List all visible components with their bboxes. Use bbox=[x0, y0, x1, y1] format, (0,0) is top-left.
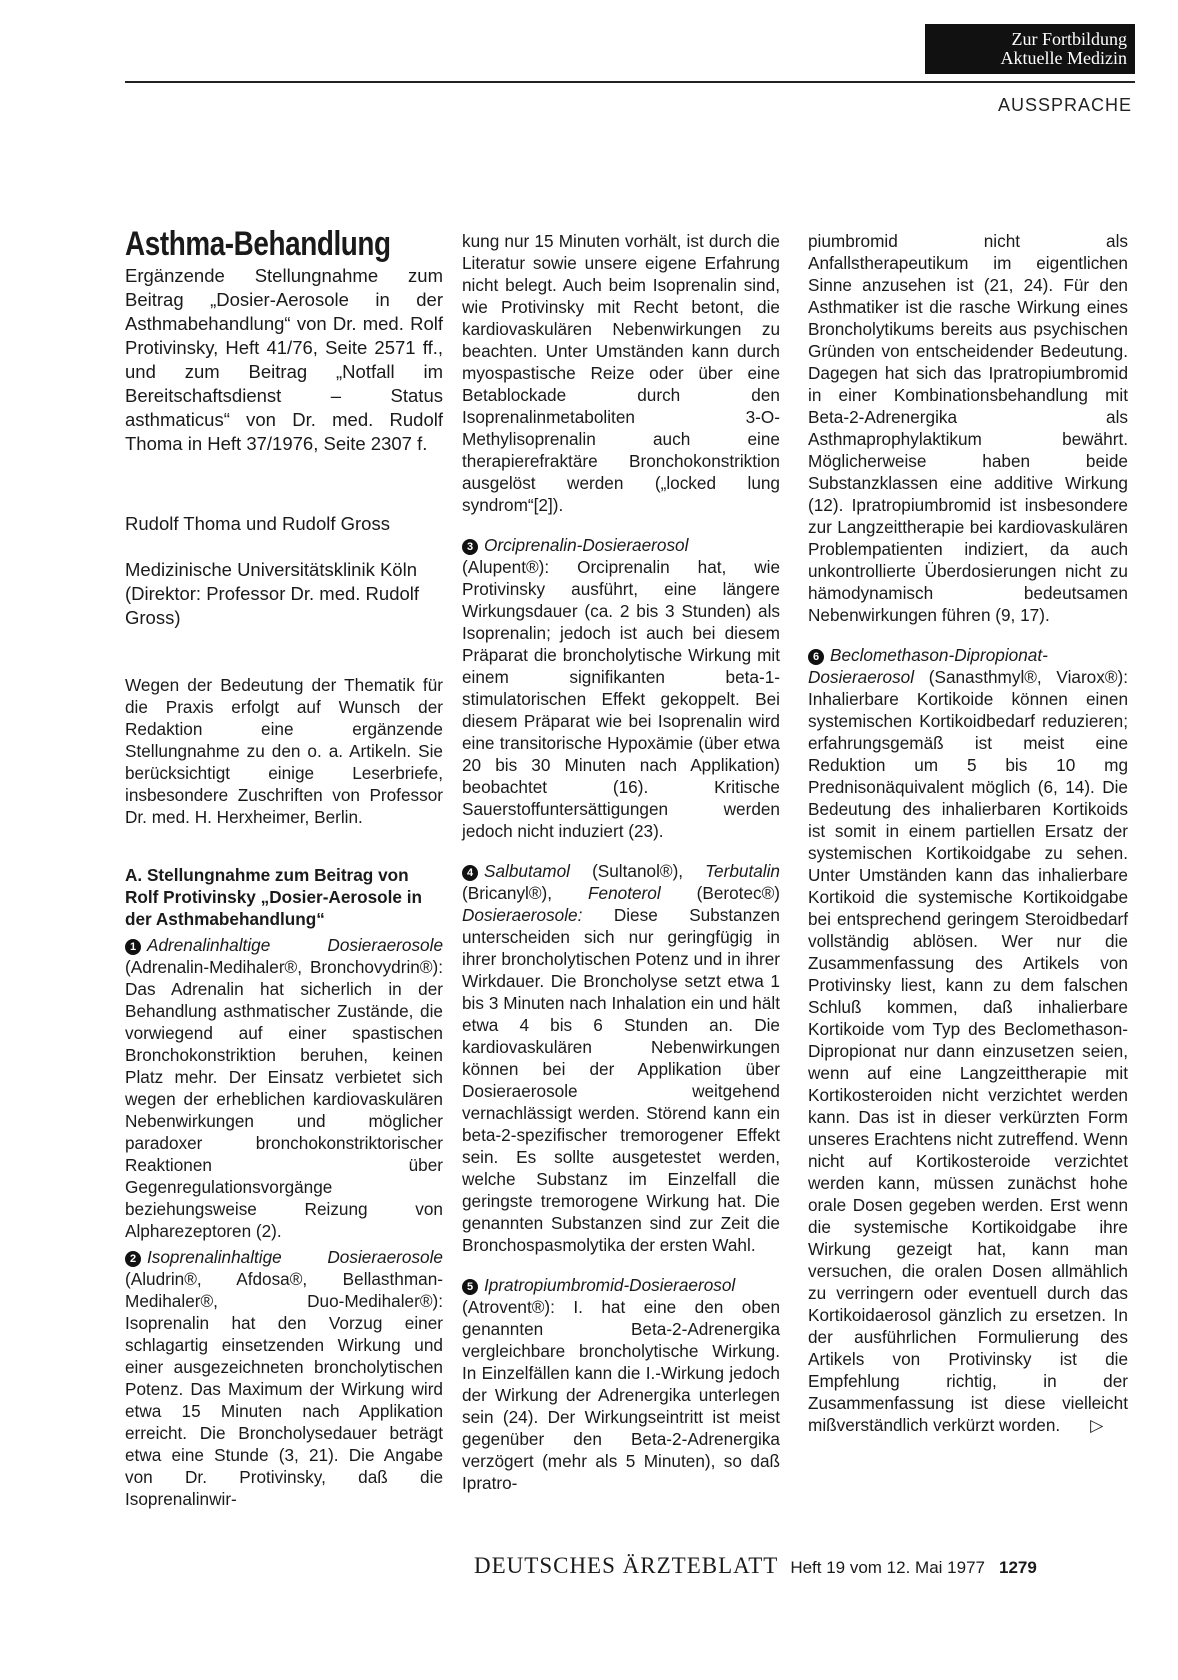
page-footer bbox=[474, 1553, 1037, 1579]
item-title-part: (Bricanyl®), bbox=[462, 883, 589, 903]
item-title-part: Terbutalin bbox=[705, 861, 780, 881]
item-number-badge: 4 bbox=[462, 865, 478, 881]
list-item bbox=[125, 1246, 443, 1510]
column-1 bbox=[125, 224, 443, 1510]
item-title: Orciprenalin-Dosieraerosol bbox=[484, 535, 689, 555]
item-text: (Alupent®): Orciprenalin hat, wie Protivinsky ausführt, eine längere Wirkungsdauer (ca. 2 bis 3 Stunden) als Isoprenalin; jedoch ist auch bei diesem Präparat die broncholytische Wirkung mit einem signifikanten beta-1-stimulatorischen Effekt gekoppelt. Bei diesem Präparat wie bei Isoprenalin wird eine transitorische Hypoxämie (über etwa 20 bis 30 Minuten nach Applikation) beobachtet (16). Kritische Sauerstoffuntersättigungen werden jedoch nicht induziert (23). bbox=[462, 557, 780, 841]
column-3 bbox=[808, 230, 1128, 1436]
list-item bbox=[462, 860, 780, 1256]
list-item bbox=[125, 934, 443, 1242]
item-number-badge: 2 bbox=[125, 1251, 141, 1267]
author-institution: Medizinische Universitätsklinik Köln (Direktor: Professor Dr. med. Rudolf Gross) bbox=[125, 559, 420, 628]
item-number-badge: 5 bbox=[462, 1279, 478, 1295]
article-title: Asthma-Behandlung bbox=[125, 225, 391, 263]
badge-line-2: Aktuelle Medizin bbox=[1000, 48, 1127, 68]
article-authors: Rudolf Thoma und Rudolf Gross bbox=[125, 513, 390, 534]
column-2 bbox=[462, 230, 780, 1494]
item-title-part: Fenoterol bbox=[588, 883, 661, 903]
header-rule bbox=[125, 81, 1135, 83]
item-title-part: (Berotec®) bbox=[660, 883, 781, 903]
item-title: Isoprenalinhaltige Dosieraerosole bbox=[147, 1247, 443, 1267]
page-number: 1279 bbox=[998, 1558, 1037, 1577]
article-subtitle: Ergänzende Stellungnahme zum Beitrag „Dosier-Aerosole in der Asthmabehandlung“ von Dr. med. Rolf Protivinsky, Heft 41/76, Seite 2571 ff., und zum Beitrag „Notfall im Bereitschaftsdienst – Status asthmaticus“ von Dr. med. Rudolf Thoma in Heft 37/1976, Seite 2307 f. bbox=[125, 265, 443, 454]
item-text: (Sanasthmyl®, Viarox®): Inhalierbare Kortikoide können einen systemischen Kortikoidbedarf reduzieren; erfahrungsgemäß ist meist eine Reduktion um 5 bis 10 mg Prednisonäquivalent möglich (6, 14). Die Bedeutung des inhalierbaren Kortikoids ist somit in einem partiellen Ersatz der systemischen Kortikoidgabe zu sehen. Unter Umständen kann das inhalierbare Kortikoid die systemische Kortikoidgabe bei entsprechend geringem Steroidbedarf vollständig ablösen. Wer nur die Zusammenfassung des Artikels von Protivinsky liest, kann zu dem falschen Schluß kommen, daß inhalierbare Kortikoide vom Typ des Beclomethason-Dipropionat nur dann einzusetzen seien, wenn auf eine Langzeittherapie mit Kortikosteroiden nicht verzichtet werden kann. Das ist in dieser verkürzten Form unseres Erachtens nicht zutreffend. Wenn nicht auf Kortikosteroide verzichtet werden kann, müssen zunächst hohe orale Dosen gegeben werden. Erst wenn die systemische Kortikoidgabe ihre Wirkung gezeigt hat, kann man versuchen, die oralen Dosen allmählich zu verringern oder eventuell durch das Kortikoidaerosol gänzlich zu ersetzen. In der ausführlichen Formulierung des Artikels von Protivinsky ist die Empfehlung richtig, in der Zusammenfassung ist diese vielleicht mißverständlich verkürzt worden. bbox=[808, 667, 1128, 1435]
journal-name: DEUTSCHES ÄRZTEBLATT bbox=[474, 1553, 779, 1578]
list-item bbox=[808, 644, 1128, 1436]
item-number-badge: 1 bbox=[125, 939, 141, 955]
item-number-badge: 6 bbox=[808, 649, 824, 665]
item-title-part: (Sultanol®), bbox=[570, 861, 706, 881]
item-title: Adrenalinhaltige Dosieraerosole bbox=[147, 935, 443, 955]
continue-arrow-icon: ▷ bbox=[1090, 1415, 1104, 1435]
section-a-heading: A. Stellungnahme zum Beitrag von Rolf Protivinsky „Dosier-Aerosole in der Asthmabehandlung“ bbox=[125, 865, 423, 929]
list-item bbox=[462, 1274, 780, 1494]
item-text: Diese Substanzen unterscheiden sich nur geringfügig in ihrer broncholytischen Potenz und in ihrer Wirkdauer. Die Broncholyse setzt etwa 1 bis 3 Minuten nach Inhalation ein und hält etwa 4 bis 6 Stunden an. Die kardiovaskulären Nebenwirkungen können bei der Applikation über Dosieraerosole weitgehend vernachlässigt werden. Störend kann ein beta-2-spezifischer tremorogener Effekt sein. Es sollte ausgetestet werden, welche Substanz im Einzelfall die geringste tremorogene Wirkung hat. Die genannten Substanzen sind zur Zeit die Bronchospasmolytika der ersten Wahl. bbox=[462, 905, 780, 1255]
item-title-part: Salbutamol bbox=[484, 861, 570, 881]
section-badge bbox=[925, 24, 1135, 74]
intro-paragraph: Wegen der Bedeutung der Thematik für die Praxis erfolgt auf Wunsch der Redaktion eine ergänzende Stellungnahme zu den o. a. Artikeln. Sie berücksichtigt einige Leserbriefe, insbesondere Zuschriften von Professor Dr. med. H. Herxheimer, Berlin. bbox=[125, 675, 443, 827]
item-number-badge: 3 bbox=[462, 539, 478, 555]
item-title: Ipratropiumbromid-Dosieraerosol bbox=[484, 1275, 736, 1295]
issue-info: Heft 19 vom 12. Mai 1977 bbox=[790, 1558, 985, 1577]
item-text: (Adrenalin-Medihaler®, Bronchovydrin®): Das Adrenalin hat sicherlich in der Behandlung asthmatischer Zustände, die vorwiegend auf einer spastischen Bronchokonstriktion beruhen, keinen Platz mehr. Der Einsatz verbietet sich wegen der erheblichen kardiovaskulären Nebenwirkungen und möglicher paradoxer bronchokonstriktorischer Reaktionen über Gegenregulationsvorgänge beziehungsweise Reizung von Alpharezeptoren (2). bbox=[125, 957, 443, 1241]
item-title: Beclomethason-Dipropionat-Dosieraerosol bbox=[808, 645, 1048, 687]
item-title-part: Dosieraerosole: bbox=[462, 905, 583, 925]
item-text: (Aludrin®, Afdosa®, Bellasthman-Medihaler®, Duo-Medihaler®): Isoprenalin hat den Vorzug einer schlagartig einsetzenden Wirkung und einer ausgezeichneten broncholytischen Potenz. Das Maximum der Wirkung wird etwa 15 Minuten nach Applikation erreicht. Die Broncholysedauer beträgt etwa eine Stunde (3, 21). Die Angabe von Dr. Protivinsky, daß die Isoprenalinwir- bbox=[125, 1269, 443, 1509]
list-item bbox=[462, 534, 780, 842]
section-label: AUSSPRACHE bbox=[997, 95, 1132, 115]
item-text-continuation: kung nur 15 Minuten vorhält, ist durch die Literatur sowie unsere eigene Erfahrung nicht belegt. Auch beim Isoprenalin sind, wie Protivinsky mit Recht betont, die kardiovaskulären Nebenwirkungen zu beachten. Unter Umständen kann durch myospastische Reize oder über eine Betablockade durch den Isoprenalinmetaboliten 3-O-Methylisoprenalin auch eine therapierefraktäre Bronchokonstriktion ausgelöst werden („locked lung syndrom“[2]). bbox=[462, 231, 780, 515]
badge-line-1: Zur Fortbildung bbox=[1011, 29, 1127, 49]
item-text: (Atrovent®): I. hat eine den oben genannten Beta-2-Adrenergika vergleichbare broncholytische Wirkung. In Einzelfällen kann die I.-Wirkung jedoch der Wirkung der Adrenergika unterlegen sein (24). Der Wirkungseintritt ist meist gegenüber den Beta-2-Adrenergika verzögert (mehr als 5 Minuten), so daß Ipratro- bbox=[462, 1297, 780, 1493]
item-text-continuation: piumbromid nicht als Anfallstherapeutikum im eigentlichen Sinne anzusehen ist (21, 24). Für den Asthmatiker ist die rasche Wirkung eines Broncholytikums bereits aus psychischen Gründen von entscheidender Bedeutung. Dagegen hat sich das Ipratropiumbromid in einer Kombinationsbehandlung mit Beta-2-Adrenergika als Asthmaprophylaktikum bewährt. Möglicherweise haben beide Substanzklassen eine additive Wirkung (12). Ipratropiumbromid ist insbesondere zur Langzeittherapie bei kardiovaskulären Problempatienten indiziert, da auch unkontrollierte Überdosierungen nicht zu hämodynamisch bedeutsamen Nebenwirkungen führen (9, 17). bbox=[808, 231, 1128, 625]
